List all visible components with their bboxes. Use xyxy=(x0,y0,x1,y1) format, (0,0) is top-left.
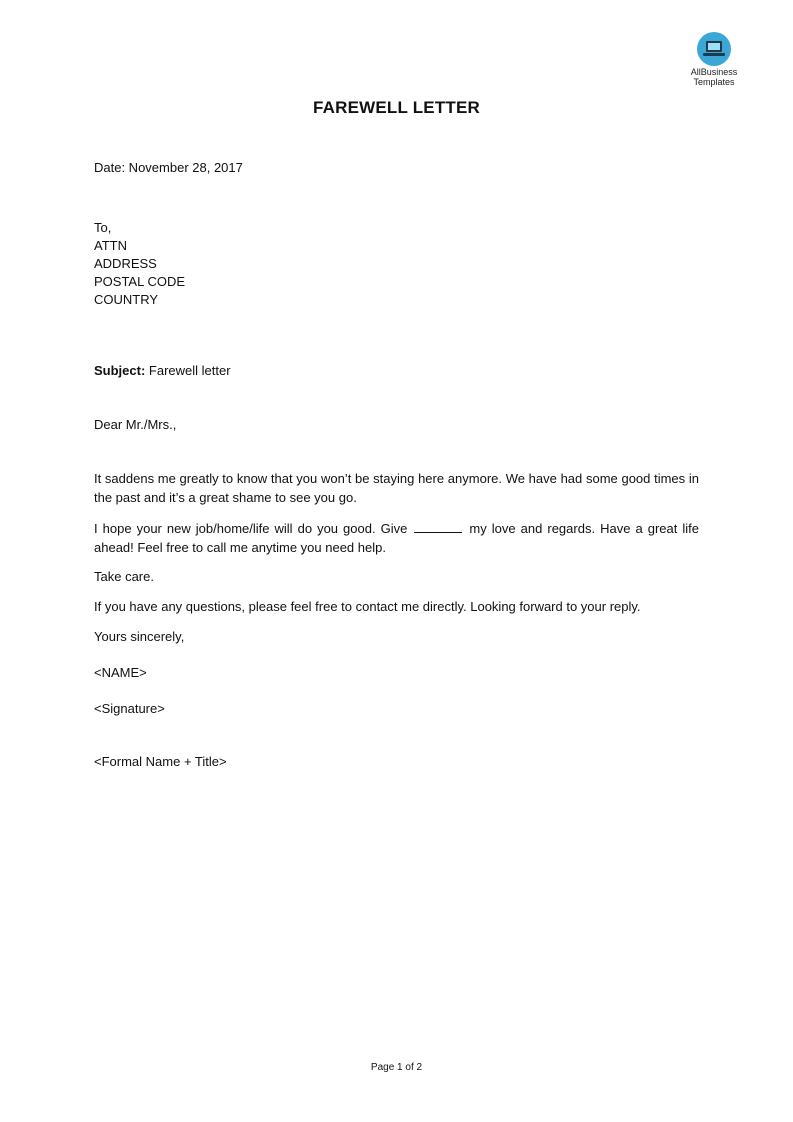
body-paragraph-3: Take care. xyxy=(94,569,154,584)
letter-date: Date: November 28, 2017 xyxy=(94,160,243,175)
fill-in-blank xyxy=(414,520,462,533)
subject-value: Farewell letter xyxy=(148,363,231,378)
body-paragraph-2 xyxy=(94,519,699,557)
signature-placeholder: <Signature> xyxy=(94,701,165,716)
brand-logo xyxy=(682,32,746,87)
page-number: Page 1 of 2 xyxy=(370,1062,423,1073)
laptop-icon xyxy=(697,32,731,66)
brand-line-1: AllBusiness xyxy=(690,67,738,77)
recipient-country: COUNTRY xyxy=(94,292,159,307)
body-paragraph-1: It saddens me greatly to know that you won’t be staying here anymore. We have had some good times in the past and it’s a great shame to see you go. xyxy=(94,471,699,505)
recipient-address: ADDRESS xyxy=(94,256,157,271)
formal-name-placeholder: <Formal Name + Title> xyxy=(94,754,227,769)
letter-title: FAREWELL LETTER xyxy=(312,98,480,117)
salutation: Dear Mr./Mrs., xyxy=(94,417,177,432)
brand-line-2: Templates xyxy=(693,77,735,87)
body-paragraph-4: If you have any questions, please feel free to contact me directly. Looking forward to your reply. xyxy=(94,599,641,614)
paragraph-2-end: my love and regards. Have a great life ahead! Feel free to call me anytime you need help. xyxy=(94,521,699,555)
recipient-postal-code: POSTAL CODE xyxy=(94,274,186,289)
subject-line xyxy=(94,362,231,380)
name-placeholder: <NAME> xyxy=(94,665,147,680)
brand-name xyxy=(682,67,746,87)
recipient-attn: ATTN xyxy=(94,238,127,253)
subject-label: Subject: xyxy=(94,363,146,378)
paragraph-2-start: I hope your new job/home/life will do you good. Give xyxy=(94,521,408,536)
recipient-to: To, xyxy=(94,220,112,235)
closing: Yours sincerely, xyxy=(94,629,185,644)
